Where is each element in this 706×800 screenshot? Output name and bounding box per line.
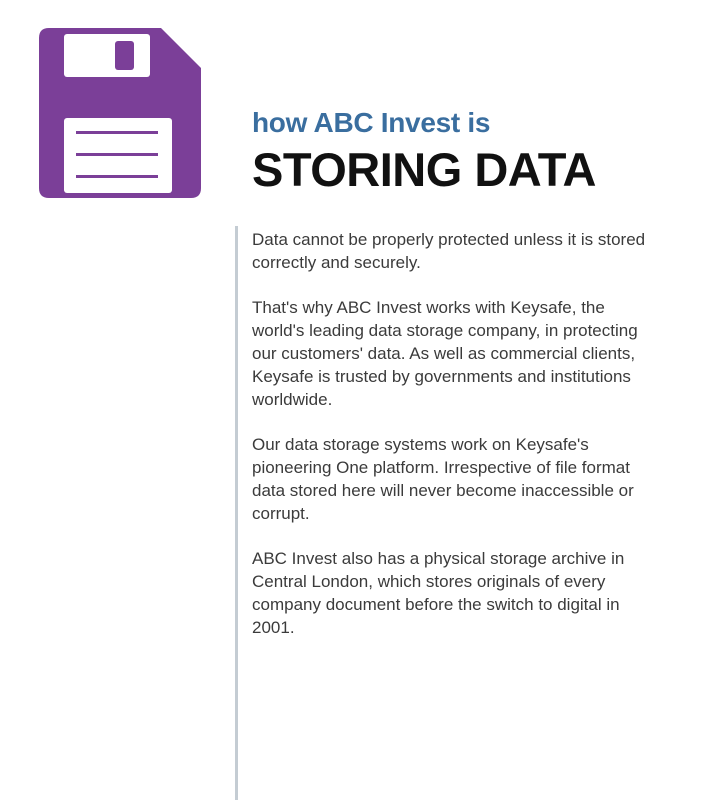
paragraph: Our data storage systems work on Keysafe's pioneering One platform. Irrespective of file format data stored here will never become inaccessible or corrupt. <box>252 435 634 523</box>
paragraph: Data cannot be properly protected unless it is stored correctly and securely. <box>252 230 646 272</box>
page-heading <box>252 104 596 198</box>
paragraph: That's why ABC Invest works with Keysafe, the world's leading data storage company, in protecting our customers' data. As well as commercial clients, Keysafe is trusted by governments and institutions worldwide. <box>252 298 638 409</box>
floppy-disk-icon <box>39 28 201 198</box>
body-text <box>252 228 652 661</box>
paragraph: ABC Invest also has a physical storage archive in Central London, which stores originals of every company document before the switch to digital in 2001. <box>252 549 625 637</box>
vertical-divider <box>235 226 238 800</box>
page-subtitle: how ABC Invest is <box>252 107 491 138</box>
page-title: STORING DATA <box>252 143 596 196</box>
